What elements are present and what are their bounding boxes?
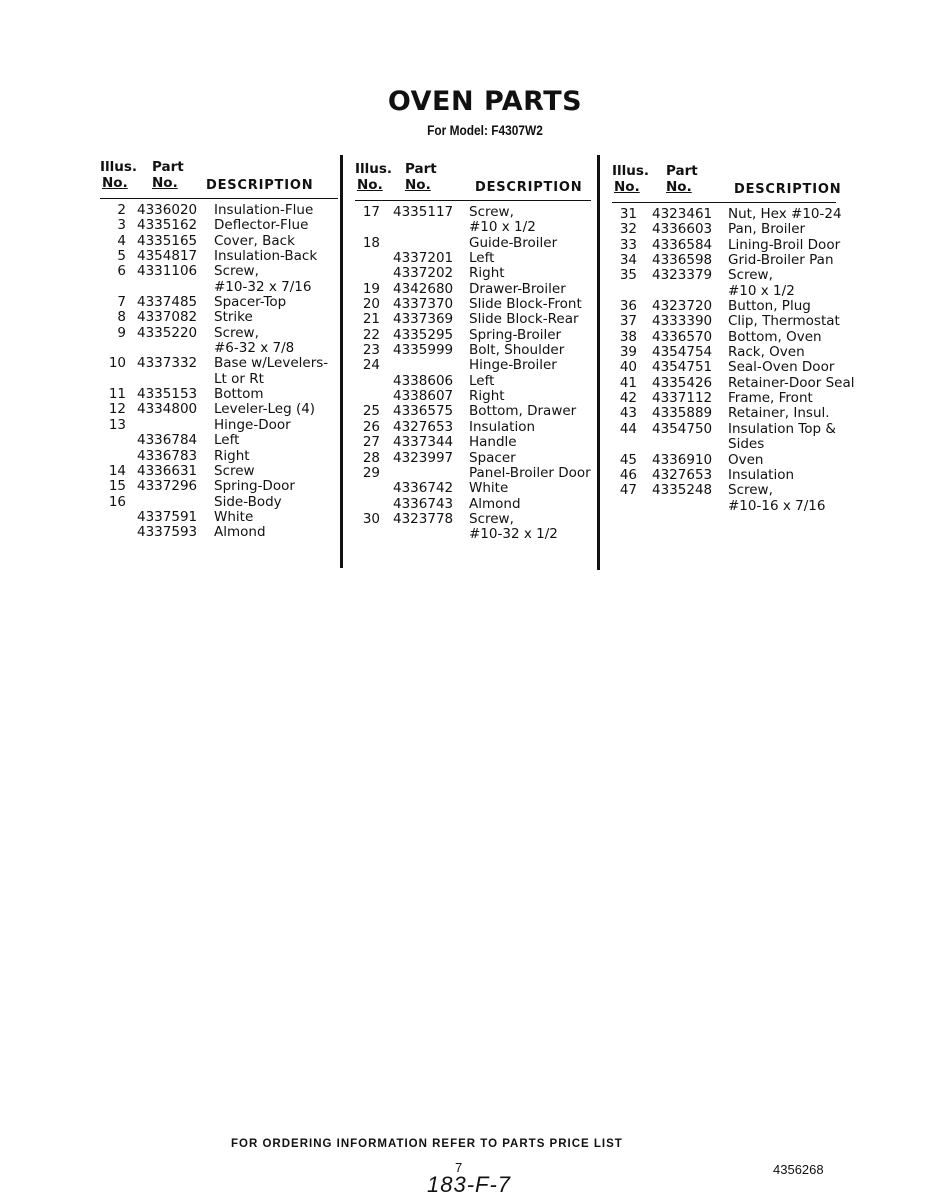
illus-number: 30 [362, 510, 380, 527]
document-number: 4356268 [773, 1162, 824, 1177]
part-description: Insulation-Flue [214, 202, 314, 218]
parts-row [100, 495, 338, 510]
part-no-header: No. [152, 175, 178, 191]
part-number: 4342680 [393, 280, 454, 297]
illus-number: 47 [619, 482, 637, 499]
parts-row [612, 330, 836, 345]
parts-row [612, 236, 841, 253]
part-number: 4337201 [393, 250, 454, 267]
parts-row [100, 280, 338, 295]
illus-number: 6 [117, 263, 126, 280]
part-description: Screw, [214, 263, 259, 280]
part-number: 4337485 [137, 294, 198, 311]
part-description: Almond [469, 495, 521, 512]
parts-row [100, 464, 338, 479]
part-description: Screw, [214, 324, 259, 341]
part-description: Left [469, 250, 495, 267]
illus-number: 8 [117, 309, 126, 326]
part-number: 4323720 [652, 298, 713, 315]
illus-number: 13 [108, 416, 126, 433]
part-description: Base w/Levelers- [214, 355, 329, 372]
part-description: Bottom [214, 386, 264, 403]
illus-number: 45 [619, 451, 637, 468]
parts-row [100, 249, 338, 264]
illus-number: 36 [619, 298, 637, 315]
part-description: #10-32 x 1/2 [469, 526, 558, 543]
part-description: White [214, 508, 254, 525]
part-number: 4338607 [393, 388, 454, 405]
part-number: 4337593 [137, 524, 198, 541]
parts-row [100, 310, 338, 325]
part-description: Sides [728, 436, 765, 453]
part-description: Pan, Broiler [728, 221, 806, 238]
part-number: 4337369 [393, 311, 454, 328]
parts-row [355, 297, 591, 312]
part-description: Bottom, Oven [728, 328, 822, 345]
illus-header: Illus. [612, 163, 650, 179]
illus-number: 25 [362, 403, 380, 420]
parts-row [612, 345, 836, 360]
parts-row [355, 205, 591, 220]
part-description: Guide-Broiler [469, 234, 558, 251]
description-header: DESCRIPTION [475, 180, 583, 195]
parts-row [612, 483, 836, 498]
parts-row [355, 282, 591, 297]
part-number: 4327653 [393, 418, 454, 435]
part-number: 4335248 [652, 482, 713, 499]
illus-number: 15 [108, 478, 126, 495]
part-number: 4337370 [393, 296, 454, 313]
parts-row [355, 481, 591, 496]
page-number: 7 [455, 1160, 463, 1175]
illus-number: 21 [362, 311, 380, 328]
illus-number: 41 [619, 374, 637, 391]
parts-row [612, 499, 836, 514]
part-description: Insulation-Back [214, 248, 318, 265]
parts-row [100, 356, 338, 371]
illus-header: Illus. [355, 161, 393, 177]
part-description: Insulation [469, 418, 536, 435]
part-description: Frame, Front [728, 390, 813, 407]
part-header: Part [666, 163, 698, 179]
part-number: 4337112 [652, 390, 713, 407]
illus-number: 42 [619, 390, 637, 407]
part-number: 4337332 [137, 355, 198, 372]
parts-row [100, 449, 338, 464]
illus-no-header: No. [102, 175, 128, 191]
description-header: DESCRIPTION [206, 178, 314, 193]
part-number: 4354754 [652, 344, 713, 361]
part-description: #10-16 x 7/16 [728, 497, 826, 514]
part-description: Hinge-Broiler [469, 357, 557, 374]
parts-row [100, 203, 338, 218]
part-number: 4335426 [652, 374, 713, 391]
part-number: 4327653 [652, 466, 713, 483]
illus-number: 22 [362, 326, 380, 343]
column-header [100, 158, 338, 199]
part-number: 4331106 [137, 263, 198, 280]
illus-number: 9 [117, 324, 126, 341]
part-description: Screw [214, 462, 255, 479]
part-description: Bolt, Shoulder [469, 342, 565, 359]
part-description: #10 x 1/2 [728, 282, 795, 299]
illus-number: 17 [362, 204, 380, 220]
parts-row [612, 453, 836, 468]
parts-row [355, 374, 591, 389]
parts-row [100, 326, 338, 341]
part-number: 4336603 [652, 221, 713, 238]
parts-row [612, 284, 836, 299]
parts-row [355, 420, 591, 435]
part-description: Cover, Back [214, 232, 295, 249]
parts-row [100, 479, 338, 494]
parts-row [355, 435, 591, 450]
part-description: Spring-Broiler [469, 326, 562, 343]
parts-row [100, 402, 338, 417]
parts-row [612, 360, 836, 375]
part-description: Spacer [469, 449, 516, 466]
illus-number: 16 [108, 493, 126, 510]
part-number: 4336910 [652, 451, 713, 468]
part-description: Left [469, 372, 495, 389]
part-number: 4335889 [652, 405, 713, 422]
parts-row [355, 512, 591, 527]
parts-row [355, 251, 591, 266]
part-number: 4323461 [652, 206, 713, 222]
part-number: 4336570 [652, 328, 713, 345]
part-description: Almond [214, 524, 266, 541]
part-description: Side-Body [214, 493, 282, 510]
parts-row [612, 391, 836, 406]
parts-row [355, 358, 591, 373]
parts-row [100, 525, 338, 540]
parts-row [612, 313, 840, 330]
illus-number: 44 [619, 420, 637, 437]
illus-number: 40 [619, 359, 637, 376]
parts-row [355, 312, 591, 327]
column-header [355, 160, 591, 201]
illus-number: 7 [117, 294, 126, 311]
part-number: 4323778 [393, 510, 454, 527]
part-description: Button, Plug [728, 298, 811, 315]
handwritten-note: 183-F-7 [427, 1172, 512, 1197]
parts-row [355, 404, 591, 419]
part-number: 4354817 [137, 248, 198, 265]
part-description: Retainer-Door Seal [728, 374, 855, 391]
part-description: Slide Block-Front [469, 296, 582, 313]
illus-number: 34 [619, 252, 637, 269]
part-description: #10-32 x 7/16 [214, 278, 312, 295]
part-number: 4335999 [393, 342, 454, 359]
illus-number: 29 [362, 464, 380, 481]
parts-row [355, 497, 591, 512]
illus-number: 14 [108, 462, 126, 479]
ordering-info-footer: FOR ORDERING INFORMATION REFER TO PARTS PRICE LIST [231, 1138, 623, 1150]
parts-row [100, 218, 338, 233]
illus-number: 32 [619, 221, 637, 238]
parts-row [612, 206, 842, 222]
part-description: #10 x 1/2 [469, 219, 536, 236]
part-number: 4336743 [393, 495, 454, 512]
illus-number: 33 [619, 236, 637, 253]
part-number: 4335220 [137, 324, 198, 341]
part-description: Lt or Rt [214, 370, 264, 387]
parts-row [355, 328, 591, 343]
parts-row [612, 422, 836, 437]
parts-row [612, 253, 836, 268]
illus-number: 10 [108, 355, 126, 372]
part-description: Handle [469, 434, 517, 451]
part-description: Nut, Hex #10-24 [728, 206, 842, 222]
part-number: 4335117 [393, 204, 454, 220]
part-number: 4335165 [137, 232, 198, 249]
part-description: Screw, [728, 482, 773, 499]
part-no-header: No. [666, 179, 692, 195]
parts-row [612, 468, 836, 483]
part-description: Clip, Thermostat [728, 313, 840, 330]
part-number: 4336783 [137, 447, 198, 464]
illus-number: 26 [362, 418, 380, 435]
part-description: Rack, Oven [728, 344, 805, 361]
part-description: Insulation [728, 466, 795, 483]
illus-number: 31 [619, 206, 637, 222]
parts-row [100, 418, 338, 433]
illus-number: 11 [108, 386, 126, 403]
part-number: 4337202 [393, 265, 454, 282]
illus-number: 24 [362, 357, 380, 374]
part-description: Slide Block-Rear [469, 311, 579, 328]
parts-row [612, 406, 836, 421]
parts-row [612, 299, 836, 314]
part-number: 4336742 [393, 480, 454, 497]
illus-number: 37 [619, 313, 637, 330]
illus-number: 5 [117, 248, 126, 265]
part-description: Bottom, Drawer [469, 403, 577, 420]
parts-column-3 [612, 162, 855, 514]
illus-number: 4 [117, 232, 126, 249]
parts-row [355, 236, 591, 251]
parts-column-2 [355, 160, 591, 543]
part-description: Hinge-Door [214, 416, 291, 433]
part-description: Right [214, 447, 250, 464]
parts-row [355, 466, 591, 481]
part-number: 4323997 [393, 449, 454, 466]
part-number: 4334800 [137, 401, 198, 418]
part-description: Leveler-Leg (4) [214, 401, 316, 418]
illus-number: 19 [362, 280, 380, 297]
column-divider [597, 155, 600, 570]
part-description: Left [214, 432, 240, 449]
model-subtitle: For Model: F4307W2 [427, 122, 543, 138]
part-number: 4335295 [393, 326, 454, 343]
part-number: 4338606 [393, 372, 454, 389]
column-divider [340, 155, 343, 568]
part-number: 4323379 [652, 267, 713, 284]
part-description: Right [469, 388, 505, 405]
part-number: 4336631 [137, 462, 198, 479]
part-number: 4336784 [137, 432, 198, 449]
part-description: Spring-Door [214, 478, 295, 495]
parts-row [612, 437, 836, 452]
part-description: Deflector-Flue [214, 217, 309, 234]
part-description: White [469, 480, 509, 497]
part-number: 4337344 [393, 434, 454, 451]
part-number: 4354751 [652, 359, 713, 376]
part-description: Strike [214, 309, 253, 326]
parts-row [612, 222, 836, 237]
parts-row [100, 295, 338, 310]
parts-row [355, 389, 591, 404]
parts-row [355, 343, 591, 358]
part-number: 4336598 [652, 252, 713, 269]
illus-number: 23 [362, 342, 380, 359]
part-number: 4354750 [652, 420, 713, 437]
parts-row [355, 220, 591, 235]
illus-number: 27 [362, 434, 380, 451]
part-description: Screw, [728, 267, 773, 284]
part-number: 4336584 [652, 236, 713, 253]
parts-row [100, 264, 338, 279]
illus-header: Illus. [100, 159, 138, 175]
part-description: Grid-Broiler Pan [728, 252, 834, 269]
parts-row [100, 341, 338, 356]
parts-row [612, 374, 855, 391]
part-number: 4337296 [137, 478, 198, 495]
parts-row [100, 510, 338, 525]
part-description: Spacer-Top [214, 294, 287, 311]
part-number: 4337591 [137, 508, 198, 525]
parts-row [100, 372, 338, 387]
part-description: Oven [728, 451, 764, 468]
illus-number: 12 [108, 401, 126, 418]
illus-number: 3 [117, 217, 126, 234]
illus-no-header: No. [614, 179, 640, 195]
part-no-header: No. [405, 177, 431, 193]
part-description: #6-32 x 7/8 [214, 340, 295, 357]
parts-row [100, 234, 338, 249]
illus-number: 2 [117, 202, 126, 218]
illus-no-header: No. [357, 177, 383, 193]
part-number: 4336575 [393, 403, 454, 420]
column-header [612, 162, 842, 203]
part-description: Screw, [469, 204, 514, 220]
illus-number: 35 [619, 267, 637, 284]
part-description: Panel-Broiler Door [469, 464, 591, 481]
parts-row [355, 266, 591, 281]
part-description: Lining-Broil Door [728, 236, 841, 253]
part-header: Part [405, 161, 437, 177]
parts-row [100, 387, 338, 402]
part-description: Screw, [469, 510, 514, 527]
illus-number: 18 [362, 234, 380, 251]
illus-number: 46 [619, 466, 637, 483]
illus-number: 39 [619, 344, 637, 361]
part-description: Retainer, Insul. [728, 405, 830, 422]
part-number: 4337082 [137, 309, 198, 326]
part-description: Insulation Top & [728, 420, 836, 437]
part-description: Right [469, 265, 505, 282]
parts-column-1 [100, 158, 338, 541]
parts-row [355, 451, 591, 466]
illus-number: 20 [362, 296, 380, 313]
part-description: Drawer-Broiler [469, 280, 566, 297]
illus-number: 38 [619, 328, 637, 345]
page-title: OVEN PARTS [387, 86, 583, 117]
part-header: Part [152, 159, 184, 175]
part-number: 4335153 [137, 386, 198, 403]
part-number: 4336020 [137, 202, 198, 218]
parts-row [612, 268, 836, 283]
illus-number: 28 [362, 449, 380, 466]
part-description: Seal-Oven Door [728, 359, 835, 376]
part-number: 4335162 [137, 217, 198, 234]
illus-number: 43 [619, 405, 637, 422]
parts-row [355, 527, 591, 542]
parts-row [100, 433, 338, 448]
description-header: DESCRIPTION [734, 182, 842, 197]
part-number: 4333390 [652, 313, 713, 330]
